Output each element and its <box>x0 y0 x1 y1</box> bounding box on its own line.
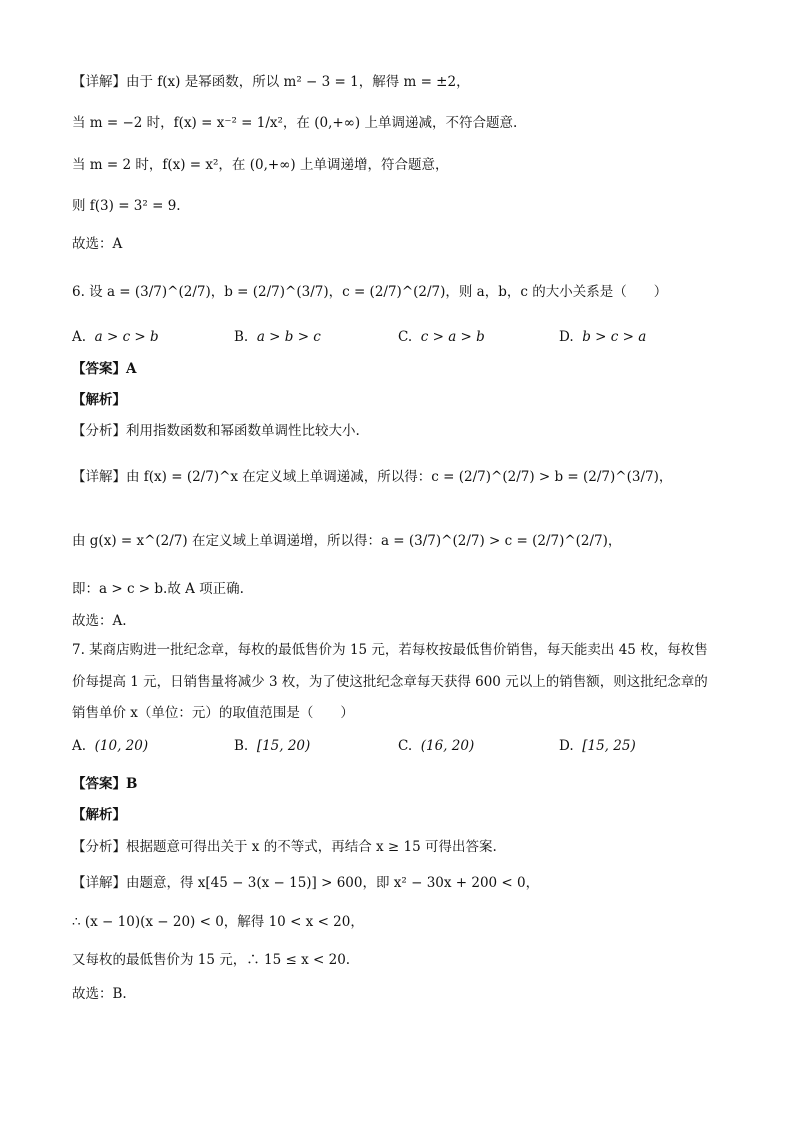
q6-final-answer: 故选：A. <box>72 613 127 629</box>
question-7-stem-line-1: 7. 某商店购进一批纪念章，每枚的最低售价为 15 元，若每枚按最低售价销售，每天能卖出 45 枚，每枚售 <box>72 642 708 658</box>
q7-answer: 【答案】B <box>72 776 138 792</box>
q7-choice-b: B. [15, 20) <box>234 738 311 754</box>
q7-choice-d: D. [15, 25) <box>559 738 636 754</box>
q6-detail-line-2: 由 g(x) = x^(2/7) 在定义域上单调递增，所以得：a = (3/7)^(2/7) > c = (2/7)^(2/7)， <box>72 533 622 549</box>
q6-answer: 【答案】A <box>72 361 137 377</box>
q7-analysis-heading: 【解析】 <box>72 807 126 823</box>
prev-detail-line-1: 【详解】由于 f(x) 是幂函数，所以 m² − 3 = 1，解得 m = ±2， <box>72 74 470 90</box>
question-6-stem: 6. 设 a = (3/7)^(2/7)，b = (2/7)^(3/7)，c = (2/7)^(2/7)，则 a，b，c 的大小关系是（ ） <box>72 284 668 300</box>
prev-detail-line-3: 当 m = 2 时，f(x) = x²，在 (0,+∞) 上单调递增，符合题意， <box>72 157 449 173</box>
question-7-stem-line-3: 销售单价 x（单位：元）的取值范围是（ ） <box>72 705 354 721</box>
q6-detail-line-1: 【详解】由 f(x) = (2/7)^x 在定义域上单调递减，所以得：c = (2/7)^(2/7) > b = (2/7)^(3/7)， <box>72 469 673 485</box>
question-7-stem-line-2: 价每提高 1 元，日销售量将减少 3 枚，为了使这批纪念章每天获得 600 元以上的销售额，则这批纪念章的 <box>72 674 708 690</box>
q7-choice-a: A. (10, 20) <box>72 738 149 754</box>
q6-analysis-heading: 【解析】 <box>72 392 126 408</box>
q7-final-answer: 故选：B. <box>72 986 127 1002</box>
prev-detail-line-2: 当 m = −2 时，f(x) = x⁻² = 1/x²，在 (0,+∞) 上单调递减，不符合题意. <box>72 115 518 131</box>
q7-choice-c: C. (16, 20) <box>398 738 475 754</box>
q7-detail-line-3: 又每枚的最低售价为 15 元，∴ 15 ≤ x < 20. <box>72 952 351 968</box>
prev-detail-line-4: 则 f(3) = 3² = 9. <box>72 198 181 214</box>
q6-choice-c: C. c > a > b <box>398 329 485 345</box>
q7-analysis: 【分析】根据题意可得出关于 x 的不等式，再结合 x ≥ 15 可得出答案. <box>72 839 497 855</box>
question-6-choices <box>72 329 732 353</box>
prev-answer-line: 故选：A <box>72 236 123 252</box>
q6-choice-d: D. b > c > a <box>559 329 647 345</box>
q6-detail-line-3: 即：a > c > b.故 A 项正确. <box>72 581 244 597</box>
q6-analysis: 【分析】利用指数函数和幂函数单调性比较大小. <box>72 423 360 439</box>
question-7-choices <box>72 738 732 762</box>
q6-choice-b: B. a > b > c <box>234 329 321 345</box>
q6-choice-a: A. a > c > b <box>72 329 159 345</box>
q7-detail-line-1: 【详解】由题意，得 x[45 − 3(x − 15)] > 600，即 x² − 30x + 200 < 0， <box>72 875 540 891</box>
q7-detail-line-2: ∴ (x − 10)(x − 20) < 0，解得 10 < x < 20， <box>72 914 364 930</box>
